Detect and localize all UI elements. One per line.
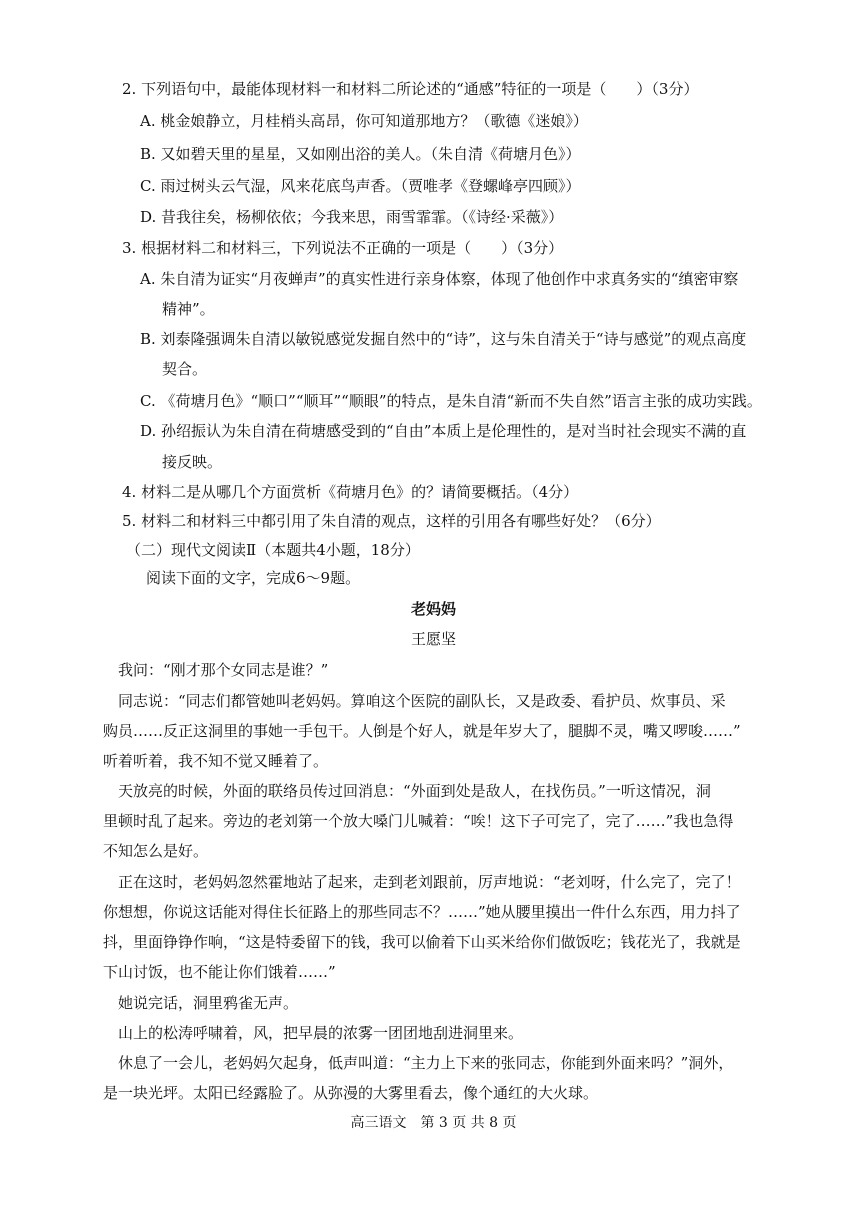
question-2-stem: 2. 下列语句中，最能体现材料一和材料二所论述的“通感”特征的一项是（ ）（3分） bbox=[122, 80, 699, 98]
question-2-option-d: D. 昔我往矣，杨柳依依；今我来思，雨雪霏霏。（《诗经·采薇》） bbox=[140, 208, 564, 226]
question-3-option-c: C. 《荷塘月色》“顺口”“顺耳”“顺眼”的特点，是朱自清“新而不失自然”语言主张的成功实践。 bbox=[140, 392, 762, 410]
question-2-option-b: B. 又如碧天里的星星，又如刚出浴的美人。（朱自清《荷塘月色》） bbox=[140, 145, 581, 163]
question-3-option-b-continued: 契合。 bbox=[162, 360, 208, 378]
story-line: 同志说：“同志们都管她叫老妈妈。算咱这个医院的副队长，又是政委、看护员、炊事员、采 bbox=[118, 692, 726, 710]
story-line: 你想想，你说这话能对得住长征路上的那些同志不？……”她从腰里摸出一件什么东西，用力抖了 bbox=[103, 903, 741, 921]
story-line: 购员……反正这洞里的事她一手包干。人倒是个好人，就是年岁大了，腿脚不灵，嘴又啰唆……” bbox=[103, 722, 741, 740]
story-line: 天放亮的时候，外面的联络员传过回消息：“外面到处是敌人，在找伤员。”一听这情况，洞 bbox=[118, 782, 711, 800]
story-line: 山上的松涛呼啸着，风，把早晨的浓雾一团团地刮进洞里来。 bbox=[118, 1024, 524, 1042]
question-2-option-c: C. 雨过树头云气湿，风来花底鸟声香。（贾唯孝《登螺峰亭四顾》） bbox=[140, 177, 581, 195]
story-line: 是一块光坪。太阳已经露脸了。从弥漫的大雾里看去，像个通红的大火球。 bbox=[103, 1084, 599, 1102]
question-3-option-a-continued: 精神”。 bbox=[162, 300, 215, 318]
story-line: 她说完话，洞里鸦雀无声。 bbox=[118, 994, 299, 1012]
section-instruction: 阅读下面的文字，完成6～9题。 bbox=[146, 569, 361, 587]
question-5: 5. 材料二和材料三中都引用了朱自清的观点，这样的引用各有哪些好处？（6分） bbox=[122, 512, 661, 530]
story-title: 老妈妈 bbox=[410, 600, 456, 618]
story-author: 王愿坚 bbox=[410, 630, 456, 648]
section-heading: （二）现代文阅读Ⅱ（本题共4小题，18分） bbox=[126, 541, 420, 559]
story-line: 正在这时，老妈妈忽然霍地站了起来，走到老刘跟前，厉声地说：“老刘呀，什么完了，完了！ bbox=[118, 873, 741, 891]
story-line: 下山讨饭，也不能让你们饿着……” bbox=[103, 963, 336, 981]
question-4: 4. 材料二是从哪几个方面赏析《荷塘月色》的？请简要概括。（4分） bbox=[122, 483, 579, 501]
story-line: 抖，里面铮铮作响，“这是特委留下的钱，我可以偷着下山买米给你们做饭吃；钱花光了，我就是 bbox=[103, 933, 741, 951]
story-line: 不知怎么是好。 bbox=[103, 842, 209, 860]
story-line: 听着听着，我不知不觉又睡着了。 bbox=[103, 752, 329, 770]
question-3-stem: 3. 根据材料二和材料三，下列说法不正确的一项是（ ）（3分） bbox=[122, 239, 564, 257]
question-3-option-a: A. 朱自清为证实“月夜蝉声”的真实性进行亲身体察，体现了他创作中求真务实的“缜密审察 bbox=[140, 270, 739, 288]
story-line: 里顿时乱了起来。旁边的老刘第一个放大嗓门儿喊着：“唉！这下子可完了，完了……”我也急得 bbox=[103, 812, 734, 830]
question-3-option-d-continued: 接反映。 bbox=[162, 453, 223, 471]
question-2-option-a: A. 桃金娘静立，月桂梢头高昂，你可知道那地方？（歌德《迷娘》） bbox=[140, 112, 588, 130]
question-3-option-b: B. 刘泰隆强调朱自清以敏锐感觉发掘自然中的“诗”，这与朱自清关于“诗与感觉”的观点高度 bbox=[140, 330, 747, 348]
story-line: 休息了一会儿，老妈妈欠起身，低声叫道：“主力上下来的张同志，你能到外面来吗？”洞外， bbox=[118, 1054, 734, 1072]
page-footer: 高三语文 第 3 页 共 8 页 bbox=[350, 1115, 517, 1131]
question-3-option-d: D. 孙绍振认为朱自清在荷塘感受到的“自由”本质上是伦理性的，是对当时社会现实不满的直 bbox=[140, 422, 747, 440]
story-line: 我问：“刚才那个女同志是谁？” bbox=[118, 661, 329, 679]
